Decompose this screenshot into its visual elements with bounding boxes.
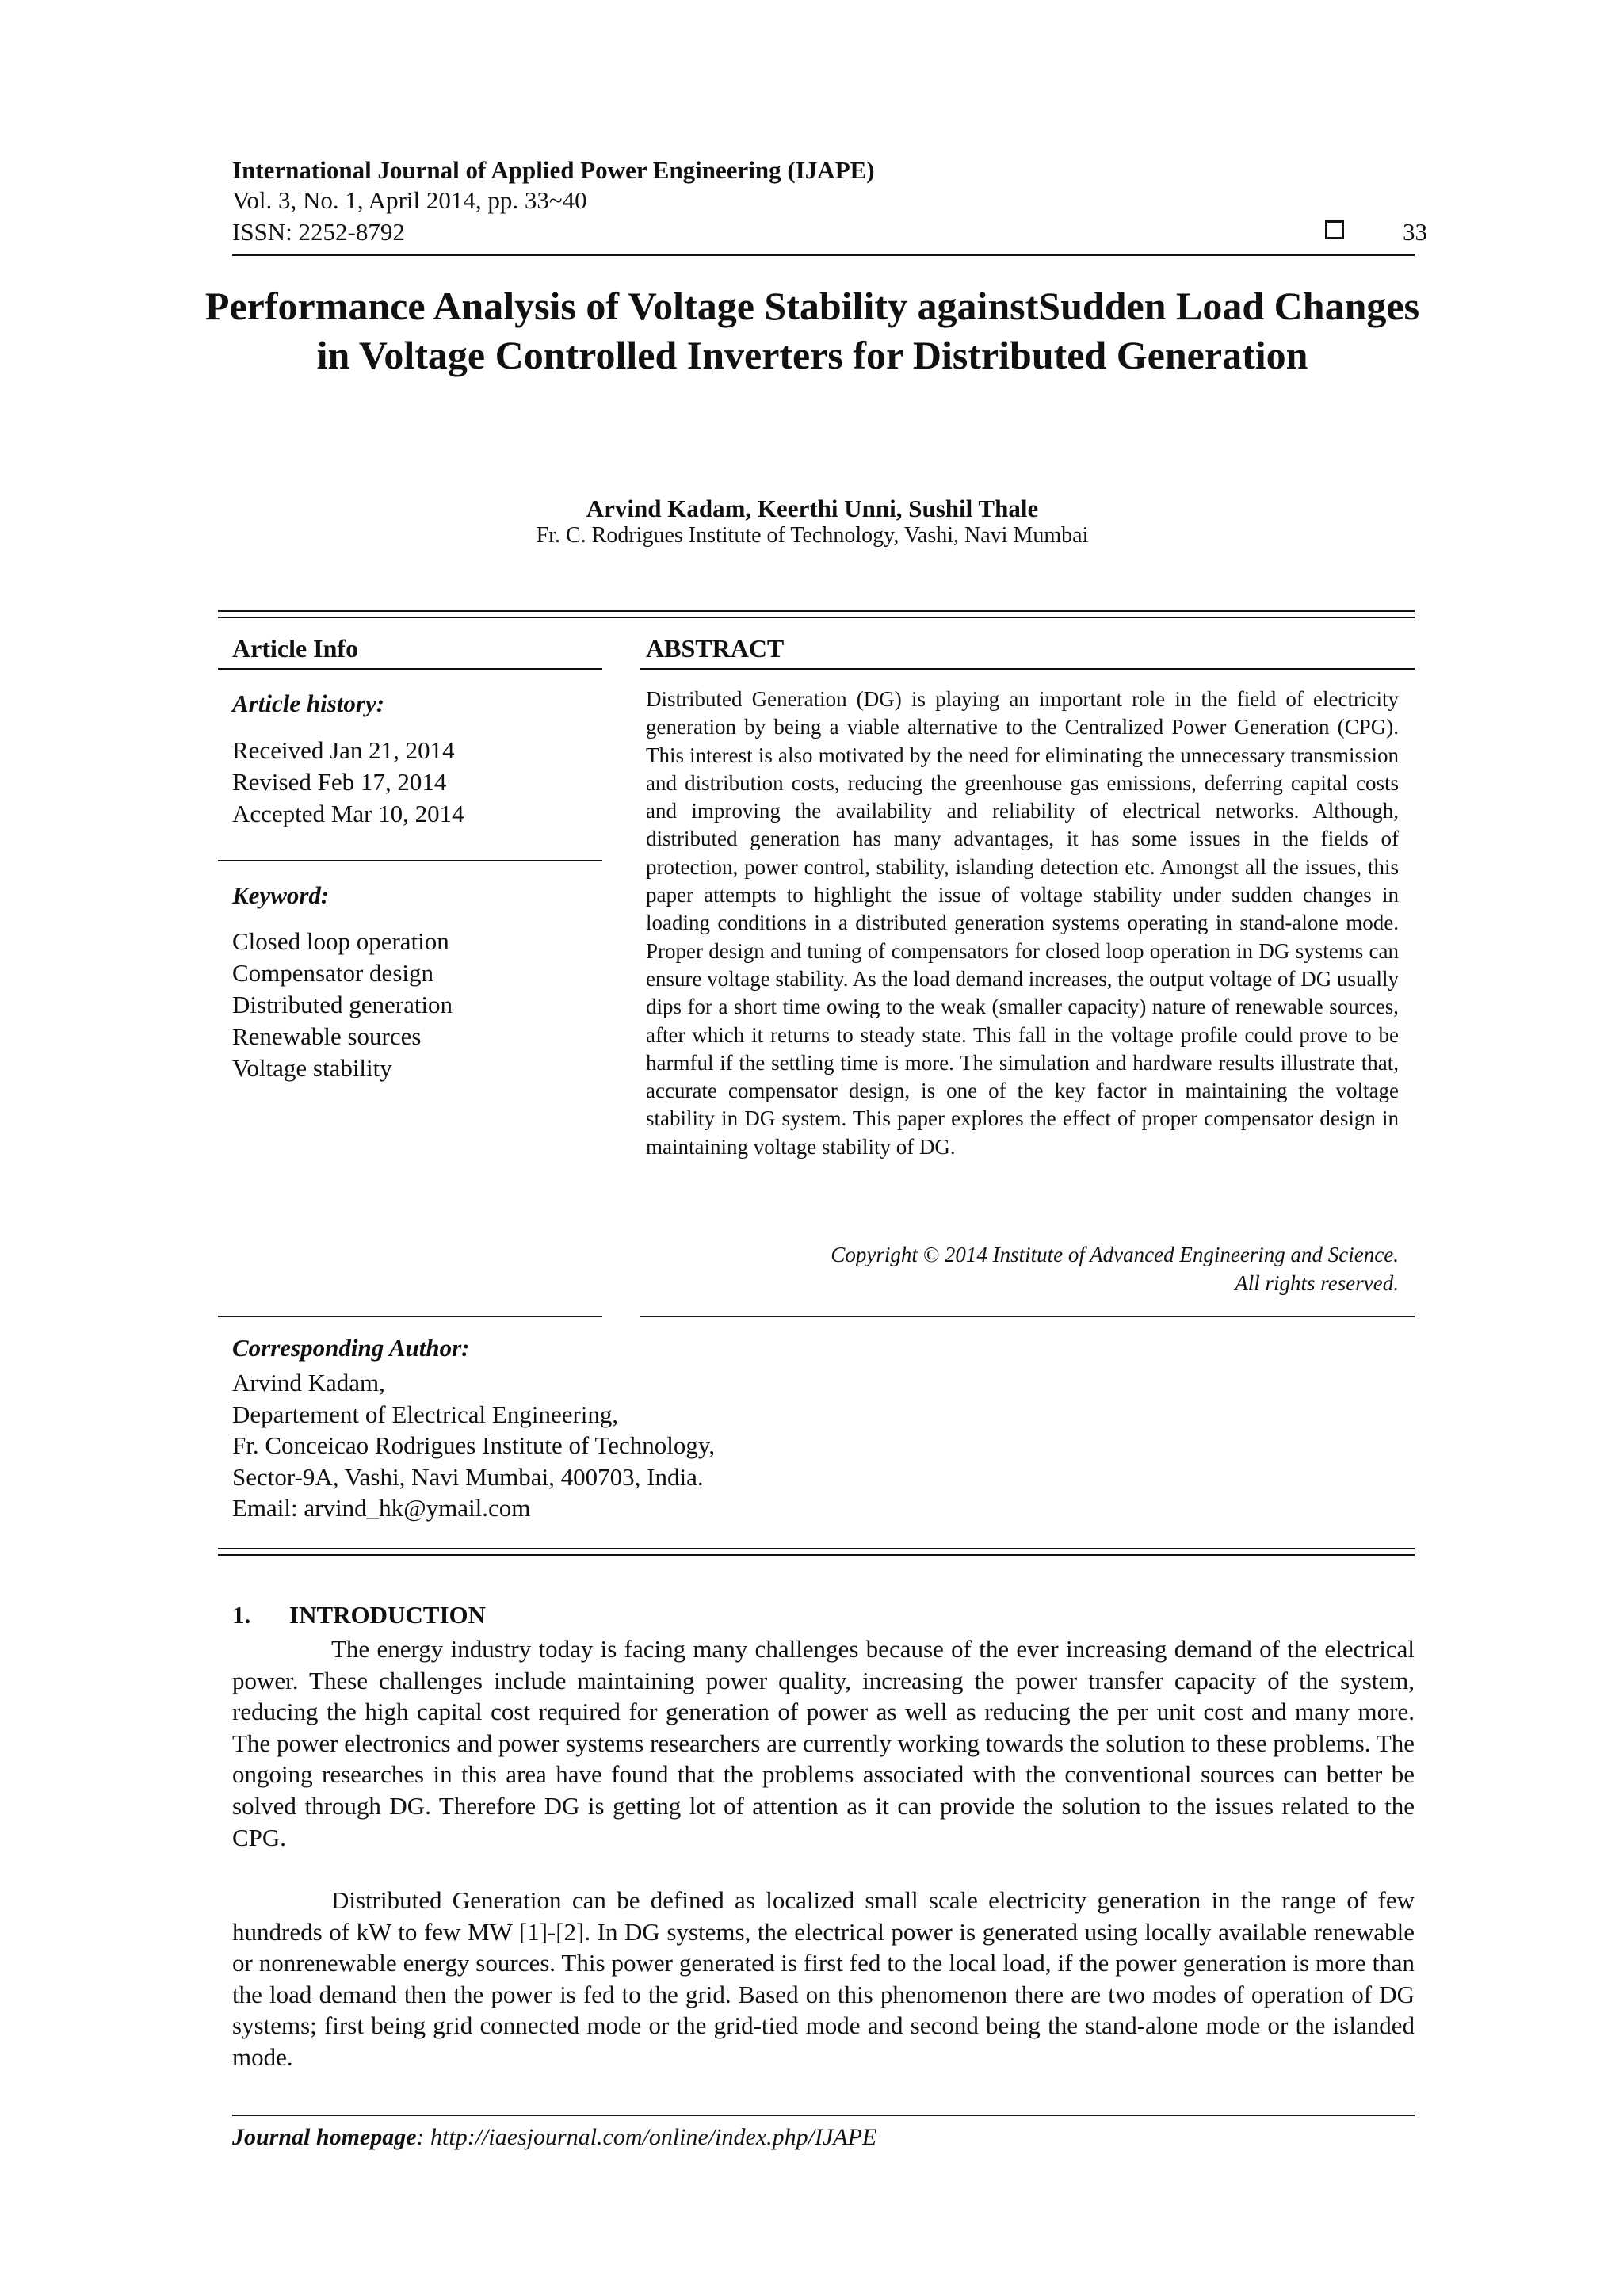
history-revised: Revised Feb 17, 2014 — [232, 768, 447, 796]
section-number: 1. — [232, 1601, 251, 1629]
page-number: 33 — [1403, 218, 1427, 246]
section-title: INTRODUCTION — [289, 1601, 487, 1629]
copyright-line: Copyright © 2014 Institute of Advanced Engineering and Science. — [831, 1243, 1399, 1266]
article-history-list — [232, 735, 464, 830]
rights-line: All rights reserved. — [1235, 1271, 1399, 1295]
history-accepted: Accepted Mar 10, 2014 — [232, 800, 464, 827]
journal-homepage: Journal homepage: http://iaesjournal.com/online/index.php/IJAPE — [232, 2124, 877, 2150]
info-box-top-rule-2 — [218, 617, 1415, 618]
intro-paragraph: Distributed Generation can be defined as localized small scale electricity generation in the range of few hundreds of kW to few MW [1]-[2]. In DG systems, the electrical power is generated using locally available renewable or nonrenewable energy sources. This power generated is first fed to the local load, if the power generation is more than the load demand then the power is fed to the grid. Based on this phenomenon there are two modes of operation of DG systems; first being grid connected mode or the grid-tied mode and second being the stand-alone mode or the islanded mode. — [232, 1886, 1415, 2071]
keyword-heading: Keyword: — [232, 881, 330, 909]
keyword-item: Voltage stability — [232, 1054, 392, 1082]
author-name: Arvind Kadam, — [232, 1369, 385, 1396]
article-info-bottom-rule — [218, 1316, 602, 1317]
checkbox-square-icon — [1325, 220, 1344, 239]
copyright-notice — [646, 1240, 1399, 1297]
author-department: Departement of Electrical Engineering, — [232, 1400, 619, 1428]
corresponding-author-heading: Corresponding Author: — [232, 1334, 470, 1362]
keyword-item: Compensator design — [232, 959, 433, 987]
history-received: Received Jan 21, 2014 — [232, 736, 455, 764]
journal-name: International Journal of Applied Power Engineering (IJAPE) — [232, 156, 875, 184]
footer-rule — [232, 2115, 1415, 2116]
abstract-text: Distributed Generation (DG) is playing an important role in the field of electricity generation by being a viable alternative to the Centralized Power Generation (CPG). This interest is also motivated by the need for eliminating the unnecessary transmission and distribution costs, reducing the greenhouse gas emissions, deferring capital costs and improving the availability and reliability of electrical networks. Although, distributed generation has many advantages, it has some issues in the fields of protection, power control, stability, islanding detection etc. Amongst all the issues, this paper attempts to highlight the issue of voltage stability under sudden changes in loading conditions in a distributed generation systems operating in stand-alone mode. Proper design and tuning of compensators for closed loop operation in DG systems can ensure voltage stability. As the load demand increases, the output voltage of DG usually dips for a short time owing to the weak (smaller capacity) nature of renewable sources, after which it returns to steady state. This fall in the voltage profile could prove to be harmful if the settling time is more. The simulation and hardware results illustrate that, accurate compensator design, is one of the key factor in maintaining the voltage stability in DG system. This paper explores the effect of proper compensator design in maintaining voltage stability of DG. — [646, 687, 1399, 1159]
abstract-bottom-rule — [640, 1316, 1415, 1317]
keyword-item: Renewable sources — [232, 1022, 422, 1050]
keyword-item: Distributed generation — [232, 991, 453, 1018]
info-box-top-rule — [218, 610, 1415, 612]
corresponding-author-details — [232, 1367, 715, 1524]
paper-title: Performance Analysis of Voltage Stability againstSudden Load Changes in Voltage Controlled Inverters for Distributed Generation — [204, 284, 1420, 377]
article-info-rule — [218, 668, 602, 670]
journal-issn: ISSN: 2252-8792 — [232, 218, 405, 246]
corresponding-bottom-rule — [218, 1548, 1415, 1549]
keyword-list — [232, 926, 453, 1084]
author-email: Email: arvind_hk@ymail.com — [232, 1494, 531, 1522]
homepage-label: Journal homepage — [232, 2124, 417, 2150]
corresponding-bottom-rule-2 — [218, 1554, 1415, 1556]
section-heading-introduction — [232, 1601, 486, 1629]
header-rule — [232, 254, 1415, 256]
paper-affiliation: Fr. C. Rodrigues Institute of Technology, Vashi, Navi Mumbai — [536, 523, 1089, 548]
keyword-item: Closed loop operation — [232, 927, 449, 955]
author-institute: Fr. Conceicao Rodrigues Institute of Technology, — [232, 1431, 716, 1459]
history-rule — [218, 860, 602, 861]
article-info-heading: Article Info — [232, 634, 359, 663]
article-history-heading: Article history: — [232, 690, 385, 717]
abstract-heading: ABSTRACT — [646, 634, 785, 663]
author-address: Sector-9A, Vashi, Navi Mumbai, 400703, India. — [232, 1462, 704, 1491]
homepage-link[interactable]: http://iaesjournal.com/online/index.php/IJAPE — [430, 2124, 877, 2150]
abstract-rule — [640, 668, 1415, 670]
intro-paragraph: The energy industry today is facing many challenges because of the ever increasing demand of the electrical power. These challenges include maintaining power quality, increasing the power transfer capacity of the system, reducing the high capital cost required for generation of power as well as reducing the per unit cost and many more. The power electronics and power systems researchers are currently working towards the solution to these problems. The ongoing researches in this area have found that the problems associated with the conventional sources can better be solved through DG. Therefore DG is getting lot of attention as it can provide the solution to the issues related to the CPG. — [232, 1635, 1415, 1851]
paper-authors: Arvind Kadam, Keerthi Unni, Sushil Thale — [586, 495, 1039, 522]
journal-volume-info: Vol. 3, No. 1, April 2014, pp. 33~40 — [232, 186, 587, 214]
